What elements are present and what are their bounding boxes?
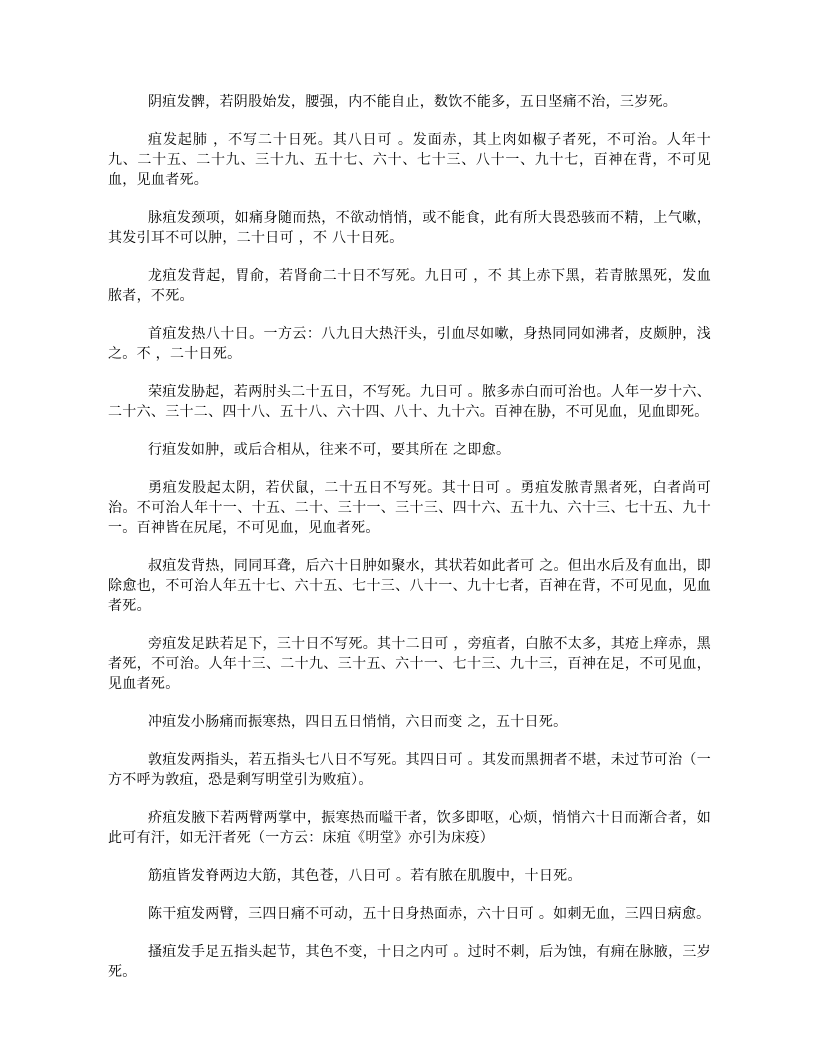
document-page xyxy=(108,92,711,1000)
paragraph-rong-ju: 荣疽发胁起，若两肘头二十五日，不写死。九日可 。脓多赤白而可治也。人年一岁十六、二十六、三十二、四十八、五十八、六十四、八十、九十六。百神在胁，不可见血，见血即死。 xyxy=(108,384,711,420)
paragraph-yong-ju: 勇疽发股起太阴，若伏鼠，二十五日不写死。其十日可 。勇疽发脓青黑者死，白者尚可治。不可治人年十一、十五、二十、三十一、三十三、四十六、五十九、六十三、七十五、九十一。百神皆在尻尾，不可见血，见血者死。 xyxy=(108,480,711,536)
paragraph-jie-ju: 疥疽发腋下若两臂两掌中，振寒热而嗌干者，饮多即呕，心烦，悄悄六十日而渐合者，如此可有汗，如无汗者死（一方云：床疽《明堂》亦引为床疫） xyxy=(108,810,711,846)
paragraph-long-ju: 龙疽发背起，胃俞，若肾俞二十日不写死。九日可 ，不 其上赤下黑，若青脓黑死，发血脓者，不死。 xyxy=(108,268,711,304)
paragraph-chen-gan-ju: 陈干疽发两臂，三四日痛不可动，五十日身热面赤，六十日可 。如刺无血，三四日病愈。 xyxy=(148,906,711,922)
paragraph-jin-ju: 筋疽皆发脊两边大筋，其色苍，八日可 。若有脓在肌腹中，十日死。 xyxy=(148,868,582,884)
paragraph-mai-ju: 脉疽发颈项，如痛身随而热，不欲动悄悄，或不能食，此有所大畏恐骇而不精，上气嗽，其发引耳不可以肿，二十日可 ，不 八十日死。 xyxy=(108,210,711,246)
paragraph-dun-ju: 敦疽发两指头，若五指头七八日不写死。其四日可 。其发而黑拥者不堪，未过节可治（一方不呼为敦疽，恐是剩写明堂引为败疽）。 xyxy=(108,752,711,788)
paragraph-shou-ju: 首疽发热八十日。一方云：八九日大热汗头，引血尽如嗽，身热同同如沸者，皮颇肿，浅 之。不 ，二十日死。 xyxy=(108,326,711,362)
paragraph-shu-ju: 叔疽发背热，同同耳聋，后六十日肿如聚水，其状若如此者可 之。但出水后及有血出，即除愈也，不可治人年五十七、六十五、七十三、八十一、九十七者，百神在背，不可见血，见血者死。 xyxy=(108,558,711,614)
paragraph-pang-ju: 旁疽发足趺若足下，三十日不写死。其十二日可 ，旁疽者，白脓不太多，其疮上痒赤，黑者死，不可治。人年十三、二十九、三十五、六十一、七十三、九十三，百神在足，不可见血，见血者死。 xyxy=(108,636,711,692)
paragraph-chong-ju: 冲疽发小肠痛而振寒热，四日五日悄悄，六日而变 之，五十日死。 xyxy=(148,714,568,730)
paragraph-xing-ju: 行疽发如肿，或后合相从，往来不可，要其所在 之即愈。 xyxy=(148,442,511,458)
paragraph-sao-ju: 搔疽发手足五指头起节，其色不变，十日之内可 。过时不刺，后为蚀，有痈在脉腋，三岁死。 xyxy=(108,944,711,980)
paragraph-yin-ju: 阴疽发髀，若阴股始发，腰强，内不能自止，数饮不能多，五日坚痛不治，三岁死。 xyxy=(148,94,678,110)
paragraph-fei-ju: 疽发起肺 ，不写二十日死。其八日可 。发面赤，其上肉如椒子者死，不可治。人年十九、二十五、二十九、三十九、五十七、六十、七十三、八十一、九十七，百神在背，不可见血，见血者死。 xyxy=(108,132,711,188)
